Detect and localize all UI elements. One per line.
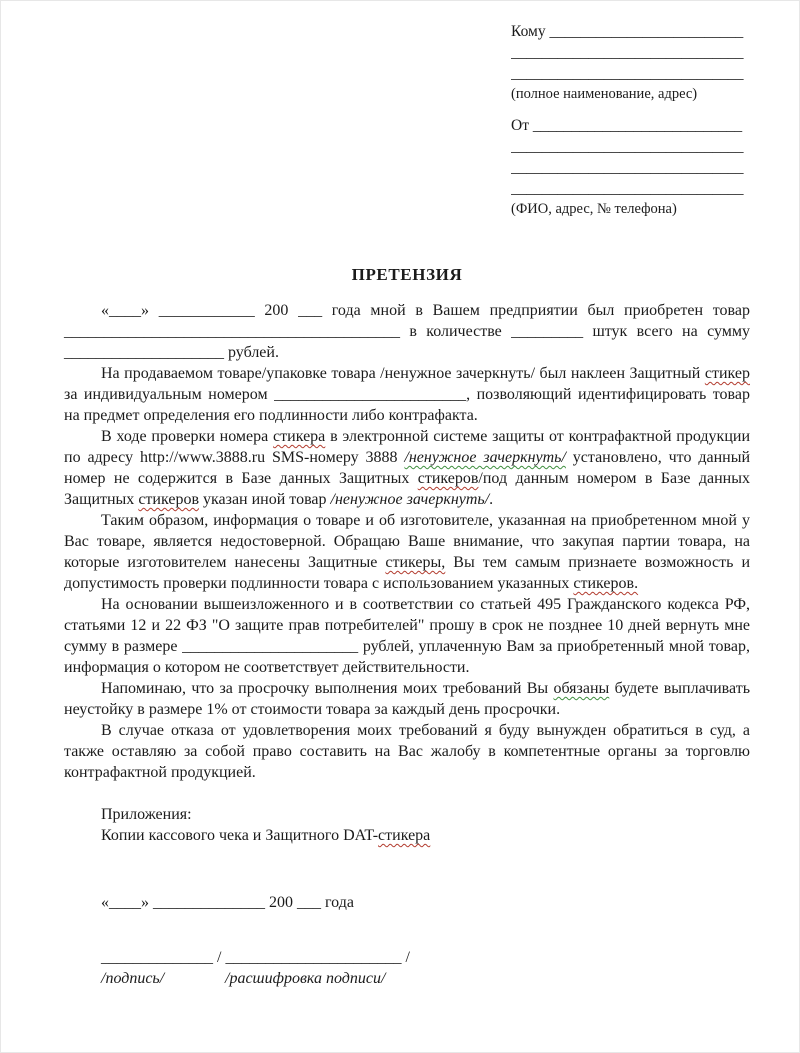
paragraph-number-check xyxy=(64,426,750,510)
text-run: за индивидуальным номером ________________________, позволяющий идентифицировать товар на предмет определения его подлинности либо контрафакта. xyxy=(64,386,750,424)
sender-caption: (ФИО, адрес, № телефона) xyxy=(511,201,677,217)
misspelled-word: стикера xyxy=(273,428,326,445)
text-run: в электронной системе защиты от контрафактной продукции по адресу http://www.3888.ru SMS-номеру 3888 xyxy=(64,428,751,466)
misspelled-word: стикеров xyxy=(138,491,199,508)
date-fill-in-line: «____» ______________ 200 ___ года xyxy=(101,894,354,911)
paragraph-court-warning xyxy=(64,720,750,783)
text-run: . xyxy=(489,491,494,508)
recipient-blank-line: ______________________________ xyxy=(511,44,744,61)
recipient-header-block xyxy=(511,21,757,220)
text-run: «____» ____________ 200 ___ года мной в Вашем предприятии был приобретен товар __________________________________________ в количестве _________ штук всего на сумму ____________________ рублей. xyxy=(64,302,750,361)
misspelled-word: стикеров xyxy=(417,470,479,487)
text-run: В случае отказа от удовлетворения моих требований я буду вынужден обратиться в суд, а также оставляю за собой право составить на Вас жалобу в компетентные органы за торговлю контрафактной продукцией. xyxy=(64,722,750,781)
text-run: Напоминаю, что за просрочку выполнения моих требований Вы xyxy=(101,680,554,697)
text-run: На продаваемом товаре/упаковке товара /ненужное зачеркнуть/ был наклеен Защитный xyxy=(101,365,705,382)
paragraph-sticker-applied xyxy=(64,363,750,426)
signature-caption: /подпись/ xyxy=(101,970,165,987)
document-title: ПРЕТЕНЗИЯ xyxy=(351,265,463,284)
strike-out-note: /ненужное зачеркнуть/ xyxy=(404,449,566,466)
text-run: будете выплачивать неустойку в размере 1% от стоимости товара за каждый день просрочки. xyxy=(64,680,750,718)
recipient-blank-line: ______________________________ xyxy=(511,65,744,82)
misspelled-word: стикеры, xyxy=(385,554,446,571)
recipient-to-line: Кому _________________________ xyxy=(511,23,744,40)
text-run: Копии кассового чека и Защитного DAT- xyxy=(101,827,379,844)
text-run: установлено, что данный номер не содержится в Базе данных Защитных xyxy=(64,449,751,487)
text-run: указан иной товар xyxy=(199,491,331,508)
paragraph-unreliable-info xyxy=(64,510,750,594)
paragraph-refund-demand xyxy=(64,594,750,678)
paragraph-purchase xyxy=(64,300,750,363)
grammar-flagged-word: обязаны xyxy=(553,680,610,697)
misspelled-word: стикеров. xyxy=(573,575,639,592)
paragraph-penalty xyxy=(64,678,750,720)
sender-blank-line: ______________________________ xyxy=(511,138,744,155)
text-run: Таким образом, информация о товаре и об изготовителе, указанная на приобретенном мной у Вас товаре, является недостоверной. Обращаю Ваше внимание, что закупая партии товара, на которые изготовителем нанесены Защитные xyxy=(64,512,750,571)
misspelled-word: стикер xyxy=(704,365,750,382)
sender-from-line: От ___________________________ xyxy=(511,117,743,134)
text-run: В ходе проверки номера xyxy=(101,428,274,445)
signature-captions xyxy=(64,968,750,989)
strike-out-note: /ненужное зачеркнуть/ xyxy=(330,491,490,508)
text-run: Вы тем самым признаете возможность и допустимость проверки подлинности товара с использованием указанных xyxy=(64,554,751,592)
signature-decode-caption: /расшифровка подписи/ xyxy=(225,970,386,987)
attachments-label: Приложения: xyxy=(101,806,192,823)
text-run: /под данным номером в Базе данных Защитных xyxy=(64,470,750,508)
signature-fill-in-line: ______________ / ______________________ / xyxy=(101,949,410,966)
recipient-caption: (полное наименование, адрес) xyxy=(511,86,698,102)
sender-blank-line: ______________________________ xyxy=(511,159,744,176)
sender-blank-line: ______________________________ xyxy=(511,180,744,197)
attachments-item xyxy=(64,825,750,846)
misspelled-word: стикера xyxy=(378,827,431,844)
text-run: На основании вышеизложенного и в соответствии со статьей 495 Гражданского кодекса РФ, статьями 12 и 22 ФЗ "О защите прав потребителей" прошу в срок не позднее 10 дней вернуть мне сумму в размере ______________________ рублей, уплаченную Вам за приобретенный мной товар, информация о котором не соответствует действительности. xyxy=(64,596,750,676)
